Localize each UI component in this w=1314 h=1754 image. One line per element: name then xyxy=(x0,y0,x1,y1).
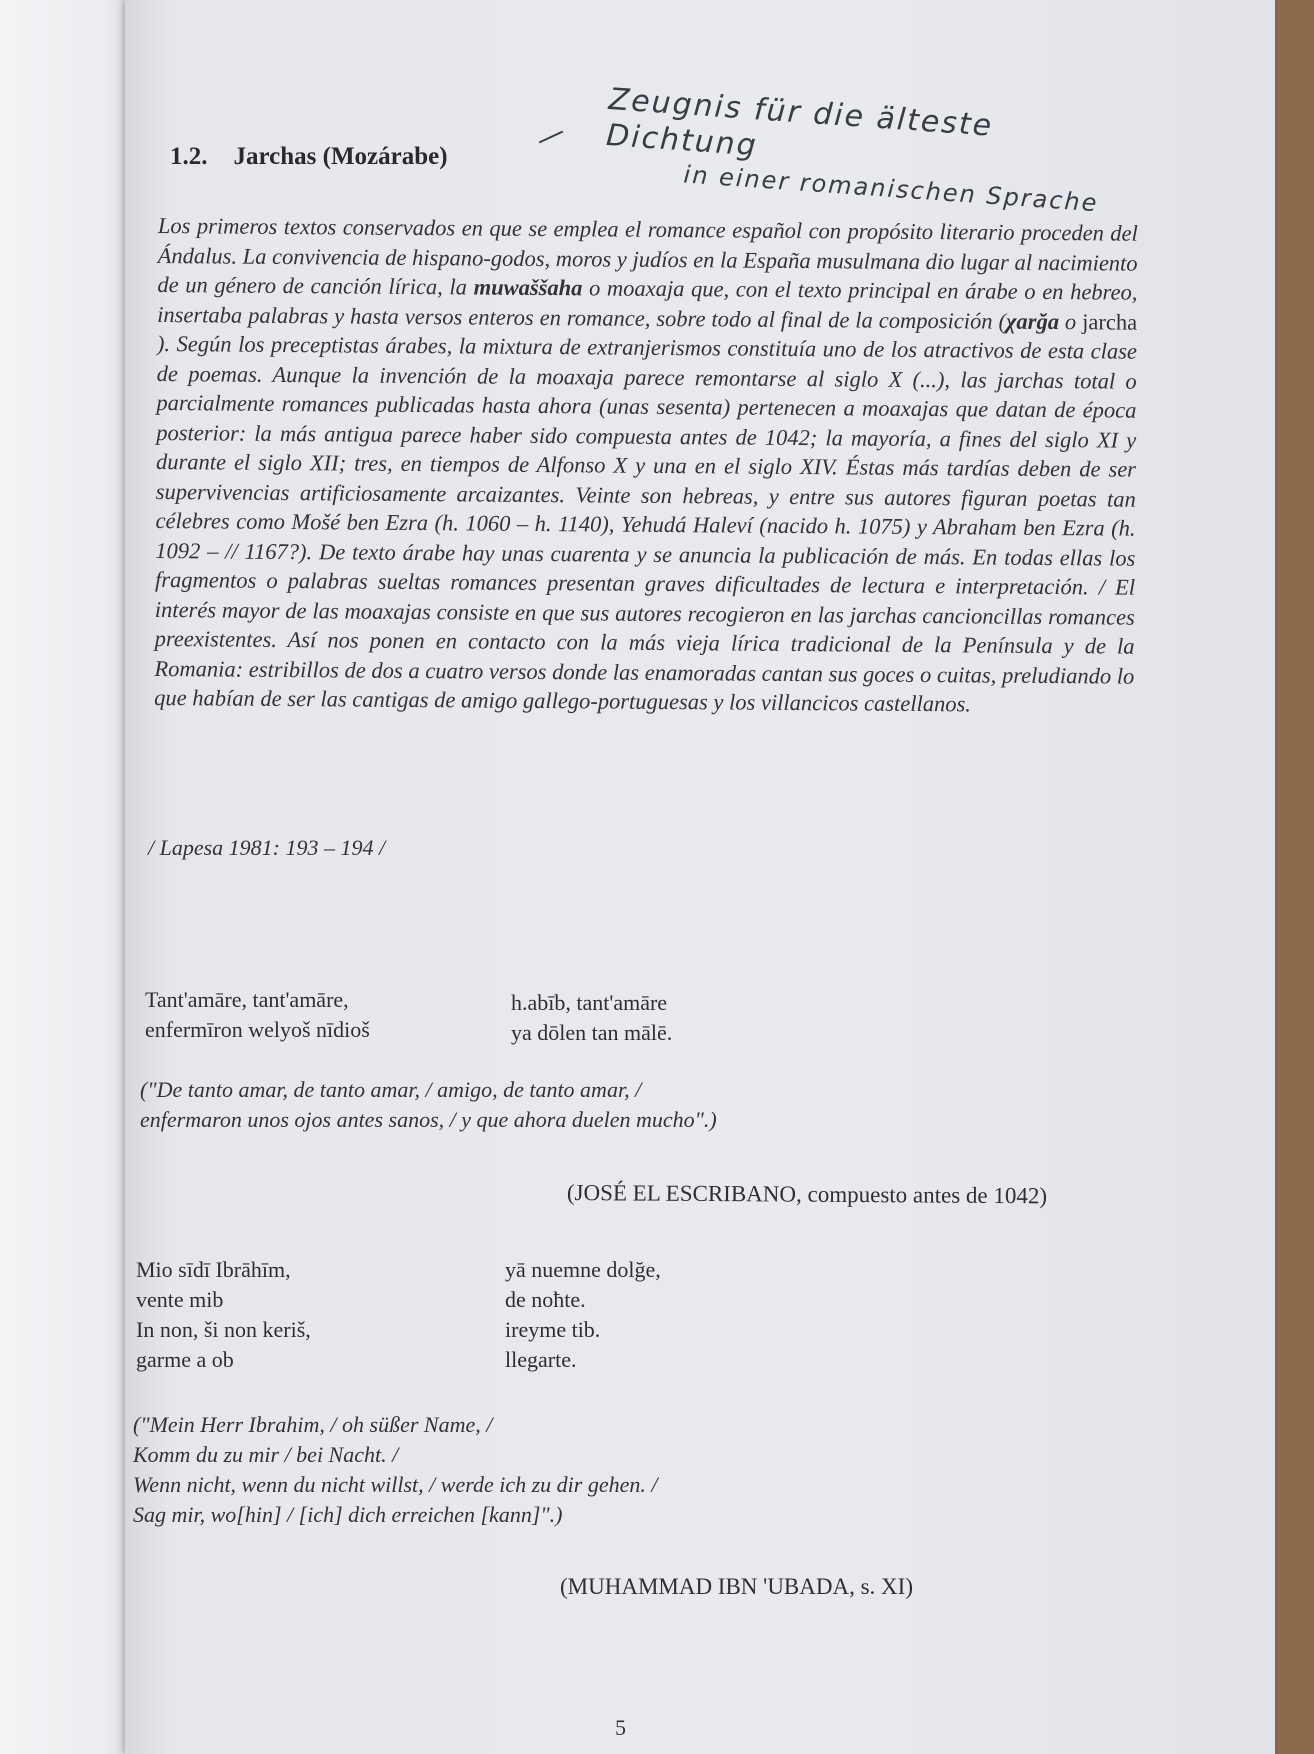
verse-line: h.abīb, tant'amāre xyxy=(511,990,668,1015)
paragraph-text-3: o xyxy=(1058,308,1083,334)
translation-line: Komm du zu mir / bei Nacht. / xyxy=(133,1442,399,1467)
verse-line: garme a ob xyxy=(136,1347,234,1372)
verse-line: llegarte. xyxy=(505,1347,577,1372)
translation-line: ("De tanto amar, de tanto amar, / amigo, de tanto amar, / xyxy=(140,1077,642,1102)
translation-line: Sag mir, wo[hin] / [ich] dich erreichen [kann]".) xyxy=(133,1502,563,1527)
verse-line: enfermīron welyoš nīdioš xyxy=(145,1017,370,1042)
paragraph-text-4: ). Según los preceptistas árabes, la mixtura de extranjerismos constituía uno de los atractivos de esta clase de poemas. Aunque la invención de la moaxaja parece remontarse al siglo X (...), las jarchas total o parcialmente romances publicadas hasta ahora (unas sesenta) pertenecen a moaxajas que datan de época posterior: la más antigua parece haber sido compuesta antes de 1042; la mayoría, a fines del siglo XI y durante el siglo XII; tres, en tiempos de Alfonso X y una en el siglo XIV. Éstas más tardías deben de ser supervivencias artificiosamente arcaizantes. Veinte son hebreas, y entre sus autores figuran poetas tan célebres como Mošé ben Ezra (h. 1060 – h. 1140), Yehudá Haleví (nacido h. 1075) y Abraham ben Ezra (h. 1092 – // 1167?). De texto árabe hay unas cuarenta y se anuncia la publicación de más. En todas ellas los fragmentos o palabras sueltas romances presentan graves dificultades de lectura e interpretación. / El interés mayor de las moaxajas consiste en que sus autores recogieron en las jarchas cancioncillas romances preexistentes. Así nos ponen en contacto con la más vieja lírica tradicional de la Península y de la Romania: estribillos de dos a cuatro versos donde las enamoradas cantan sus goces o cuitas, preludiando lo que habían de ser las cantigas de amigo gallego-portuguesas y los villancicos castellanos. xyxy=(154,330,1138,717)
poem-1-translation xyxy=(140,1075,717,1135)
term-jarcha: jarcha xyxy=(1082,308,1138,335)
source-citation: / Lapesa 1981: 193 – 194 / xyxy=(148,835,386,860)
poem-2-column-b xyxy=(505,1255,661,1375)
verse-line: ya dōlen tan mālē. xyxy=(511,1020,673,1045)
verse-line: vente mib xyxy=(136,1287,224,1312)
translation-line: enfermaron unos ojos antes sanos, / y que ahora duelen mucho".) xyxy=(140,1107,717,1132)
poem-1-column-b xyxy=(511,988,672,1048)
term-muwassaha: muwaššaha xyxy=(473,274,583,301)
verse-line: In non, ši non keriš, xyxy=(136,1317,311,1342)
term-xarga: χarğa xyxy=(1005,308,1060,334)
translation-line: Wenn nicht, wenn du nicht willst, / werde ich zu dir gehen. / xyxy=(133,1472,658,1497)
paragraph-text-1: Los primeros textos conservados en que se emplea el romance español con propósito literario proceden del Ándalus. La convivencia de hispano-godos, moros y judíos en la España musulmana dio lugar al nacimiento de un género de canción lírica, la xyxy=(157,212,1138,300)
poem-2 xyxy=(136,1255,836,1385)
poem-2-translation xyxy=(133,1410,658,1530)
verse-line: ireyme tib. xyxy=(505,1317,601,1342)
poem-1-column-a xyxy=(145,985,370,1045)
poem-1-attribution: (JOSÉ EL ESCRIBANO, compuesto antes de 1042) xyxy=(566,1180,1048,1209)
verse-line: Mio sīdī Ibrāhīm, xyxy=(136,1257,291,1282)
page-number: 5 xyxy=(615,1715,626,1740)
verse-line: yā nuemne dolğe, xyxy=(505,1257,661,1282)
poem-2-column-a xyxy=(136,1255,311,1375)
paragraph-text-2: o moaxaja que, con el texto principal en árabe o en hebreo, insertaba palabras y hasta versos enteros en romance, sobre todo al final de la composición ( xyxy=(157,275,1138,334)
section-heading xyxy=(170,143,448,171)
body-paragraph xyxy=(154,211,1138,720)
handwritten-line-2: in einer romanischen Sprache xyxy=(682,160,1100,218)
section-number: 1.2. xyxy=(170,143,208,170)
section-title: Jarchas (Mozárabe) xyxy=(233,143,448,170)
handwritten-line-1: Zeugnis für die älteste Dichtung xyxy=(605,82,995,164)
poem-1 xyxy=(145,985,845,1055)
poem-2-attribution: (MUHAMMAD IBN 'UBADA, s. XI) xyxy=(560,1574,913,1599)
verse-line: Tant'amāre, tant'amāre, xyxy=(145,987,349,1012)
translation-line: ("Mein Herr Ibrahim, / oh süßer Name, / xyxy=(133,1412,493,1437)
verse-line: de noħte. xyxy=(505,1287,586,1312)
facing-page-edge xyxy=(0,0,130,1754)
